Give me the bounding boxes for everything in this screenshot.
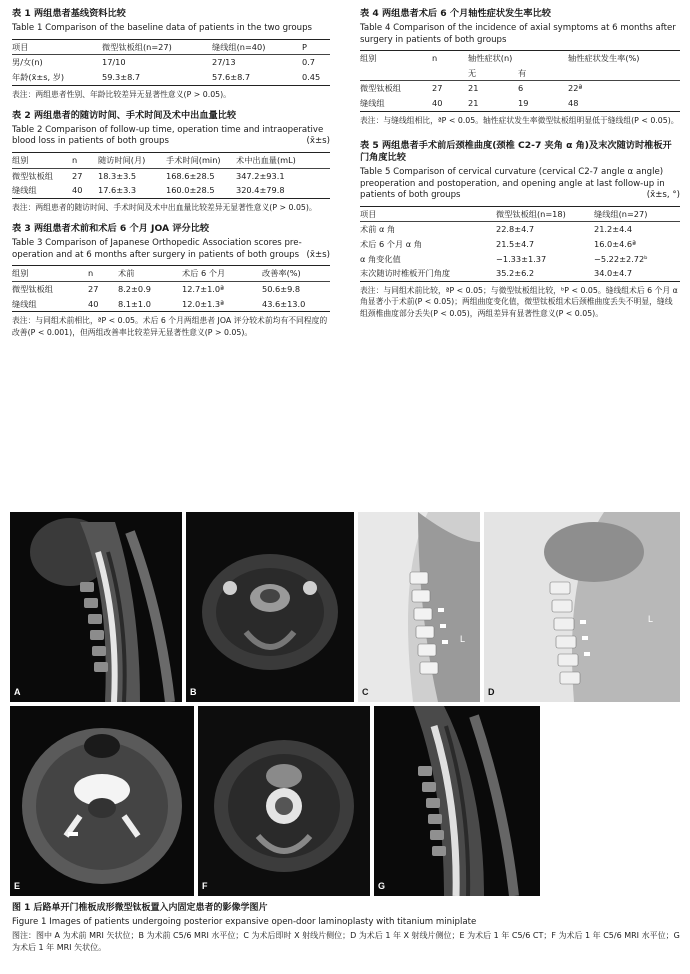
figure-panel-c: L C — [358, 512, 480, 702]
table-5-note: 表注：与同组术前比较，ªP < 0.05；与微型钛板组比较，ᵇP < 0.05。缝线组术后 6 个月 α 角显著小于术前(P < 0.05)；两组曲度变化值，微型钛板组术后颈椎曲度丢失不明显，缝线组颈椎曲度部分丢失(P < 0.05)，两组差异有显著性意义(P < 0.05)。 — [360, 286, 678, 318]
table-row: α 角变化值 −1.33±1.37 −5.22±2.72ᵇ — [360, 253, 648, 264]
table-row: 微型钛板组 27 21 6 22ª — [360, 83, 583, 94]
side-marker-label: L — [460, 634, 466, 644]
figure-1-note: 图注：图中 A 为术前 MRI 矢状位；B 为术前 C5/6 MRI 水平位；C 为术后即时 X 射线片侧位；D 为术后 1 年 X 射线片侧位；E 为术后 1 年 C5/6 CT；F 为术后 1 年 C5/6 MRI 水平位；G 为术后 1 年 MRI 矢状位。 — [12, 930, 680, 952]
table-header: 组别 n 随访时间(月) 手术时间(min) 术中出血量(mL) — [12, 154, 296, 165]
table-4-title-en: Table 4 Comparison of the incidence of axial symptoms at 6 months after surgery in patients of both groups — [360, 22, 676, 45]
table-row: 微型钛板组 27 18.3±3.5 168.6±28.5 347.2±93.1 — [12, 170, 285, 181]
table-row: 术后 6 个月 α 角 21.5±4.7 16.0±4.6ª — [360, 239, 636, 250]
table-header: 项目 微型钛板组(n=27) 缝线组(n=40) P — [12, 41, 307, 52]
figure-1-title-en: Figure 1 Images of patients undergoing posterior expansive open-door laminoplasty with titanium miniplate — [12, 916, 477, 927]
table-4-title-zh: 表 4 两组患者术后 6 个月轴性症状发生率比较 — [360, 8, 551, 19]
table-1-note: 表注：两组患者性别、年龄比较差异无显著性意义(P > 0.05)。 — [12, 89, 231, 99]
lateral-xray-image — [358, 512, 480, 702]
sagittal-mri-image — [10, 512, 182, 702]
figure-panel-d: L D — [484, 512, 680, 702]
figure-1-title-zh: 图 1 后路单开门椎板成形微型钛板置入内固定患者的影像学图片 — [12, 903, 268, 913]
table-3 — [12, 223, 330, 338]
table-row: 末次随访时椎板开门角度 35.2±6.2 34.0±4.7 — [360, 268, 633, 279]
table-row: 缝线组 40 8.1±1.0 12.0±1.3ª 43.6±13.0 — [12, 298, 306, 309]
table-row: 缝线组 40 21 19 48 — [360, 98, 579, 109]
table-5 — [360, 140, 680, 319]
table-3-title-zh: 表 3 两组患者术前和术后 6 个月 JOA 评分比较 — [12, 223, 210, 235]
table-2-title-en: Table 2 Comparison of follow-up time, operation time and intraoperative blood loss in patients of both groups (x̄±s) — [12, 124, 330, 147]
figure-panel-b: B — [186, 512, 354, 702]
table-1-title-zh: 表 1 两组患者基线资料比较 — [12, 8, 126, 19]
figure-panel-e: E — [10, 706, 194, 896]
table-2-unit: (x̄±s) — [306, 136, 330, 147]
figure-panel-a: A — [10, 512, 182, 702]
table-header: 项目 微型钛板组(n=18) 缝线组(n=27) — [360, 208, 648, 219]
axial-mri-image — [198, 706, 370, 896]
table-4 — [360, 8, 680, 126]
table-5-title-zh: 表 5 两组患者手术前后颈椎曲度(颈椎 C2-7 夹角 α 角)及末次随访时椎板开门角度比较 — [360, 140, 672, 164]
table-row: 缝线组 40 17.6±3.3 160.0±28.5 320.4±79.8 — [12, 185, 285, 196]
figure-panel-g: G — [374, 706, 540, 896]
figure-1-caption — [12, 903, 680, 954]
table-row: 术前 α 角 22.8±4.7 21.2±4.4 — [360, 224, 633, 235]
table-subheader: 无 有 — [468, 67, 527, 78]
sagittal-mri-image — [374, 706, 540, 896]
table-3-note: 表注：与同组术前相比，ªP < 0.05。术后 6 个月两组患者 JOA 评分较术前均有不同程度的改善(P < 0.001)，但两组改善率比较差异无显著性意义(P > 0.05)。 — [12, 316, 328, 337]
table-row: 年龄(x̄±s, 岁) 59.3±8.7 57.6±8.7 0.45 — [12, 71, 321, 82]
table-2 — [12, 110, 330, 213]
table-row: 微型钛板组 27 8.2±0.9 12.7±1.0ª 50.6±9.8 — [12, 284, 301, 295]
side-marker-label: L — [648, 614, 654, 624]
lateral-xray-image — [484, 512, 680, 702]
axial-ct-image — [10, 706, 194, 896]
table-2-title-zh: 表 2 两组患者的随访时间、手术时间及术中出血量比较 — [12, 109, 237, 121]
left-column — [12, 8, 330, 348]
table-3-title-en: Table 3 Comparison of Japanese Orthopedic Association scores pre-operation and at 6 months after surgery in patients of both groups (x̄±s) — [12, 238, 330, 260]
table-header: 组别 n 轴性症状(n) 轴性症状发生率(%) — [360, 53, 640, 64]
table-2-note: 表注：两组患者的随访时间、手术时间及术中出血量比较差异无显著性意义(P > 0.05)。 — [12, 202, 317, 212]
right-column — [360, 8, 680, 329]
figure-panel-f: F — [198, 706, 370, 896]
table-1 — [12, 8, 330, 100]
table-1-title-en: Table 1 Comparison of the baseline data of patients in the two groups — [12, 22, 313, 33]
table-header: 组别 n 术前 术后 6 个月 改善率(%) — [12, 268, 301, 279]
axial-mri-image — [186, 512, 354, 702]
table-row: 男/女(n) 17/10 27/13 0.7 — [12, 57, 316, 68]
table-3-unit: (x̄±s) — [306, 249, 330, 260]
table-5-unit: (x̄±s, °) — [646, 190, 680, 201]
table-5-title-en: Table 5 Comparison of cervical curvature (cervical C2-7 angle α angle) preoperation and postoperation, and opening angle at last follow-up in patients of both groups (x̄±s, °) — [360, 166, 680, 201]
table-4-note: 表注：与缝线组相比，ªP < 0.05。轴性症状发生率微型钛板组明显低于缝线组(P < 0.05)。 — [360, 115, 679, 125]
